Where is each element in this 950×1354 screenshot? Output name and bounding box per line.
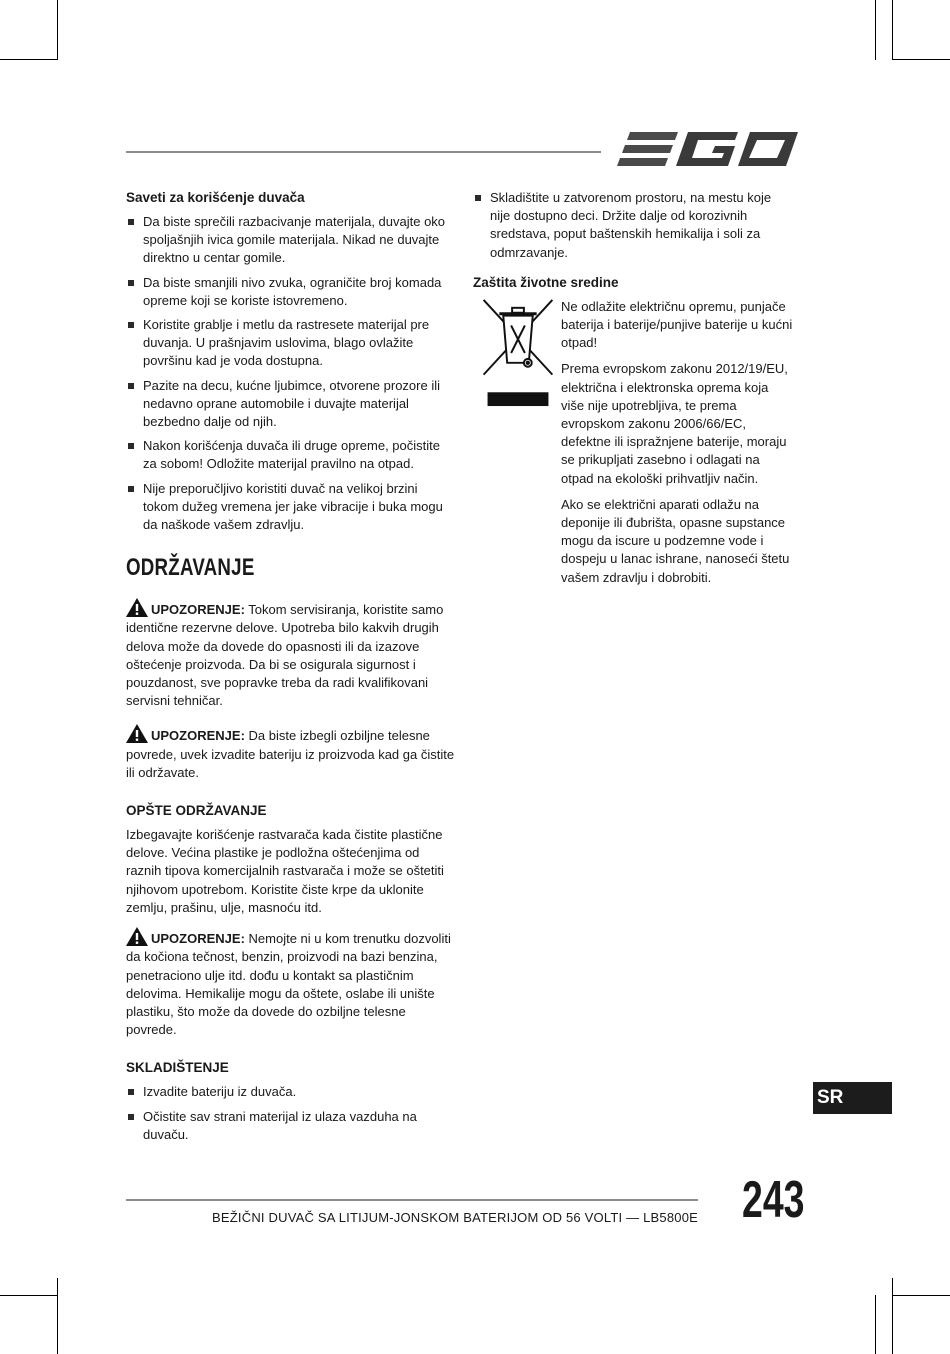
- warning-label: UPOZORENJE:: [151, 728, 245, 744]
- bullet-icon: [128, 219, 134, 225]
- storage-list: [126, 1083, 456, 1144]
- environment-block: [473, 298, 793, 587]
- bullet-icon: [475, 195, 481, 201]
- ego-logo: [616, 128, 800, 172]
- warning-label: UPOZORENJE:: [151, 602, 245, 618]
- page-number: 243: [742, 1171, 805, 1229]
- warning-paragraph: [126, 724, 456, 782]
- crop-mark: [875, 0, 876, 60]
- list-item: Očistite sav strani materijal iz ulaza vazduha na duvaču.: [126, 1108, 456, 1144]
- list-item: Nije preporučljivo koristiti duvač na velikoj brzini tokom dužeg vremena jer jake vibracije i buka mogu da naškode vašem zdravlju.: [126, 480, 456, 535]
- warning-text: Nemojte ni u kom trenutku dozvoliti da kočiona tečnost, benzin, proizvodi na bazi benzina, penetraciono ulje itd. dođu u kontakt sa plastičnim delovima. Hemikalije mogu da oštete, oslabe ili unište plastiku, što može da dovede do ozbiljne telesne povrede.: [126, 931, 451, 1038]
- list-item: Skladištite u zatvorenom prostoru, na mestu koje nije dostupno deci. Držite dalje od korozivnih sredstava, poput baštenskih hemikalija i soli za odmrzavanje.: [473, 189, 793, 262]
- maintenance-title: ODRŽAVANJE: [126, 554, 255, 582]
- usage-tips-list: [126, 213, 456, 534]
- environment-text: [561, 298, 793, 587]
- environment-paragraph: Ne odlažite električnu opremu, punjače baterija i baterije/punjive baterije u kućni otpad!: [561, 298, 793, 351]
- warning-icon: [126, 927, 148, 946]
- crop-mark: [57, 1278, 58, 1354]
- right-column: [473, 189, 793, 595]
- footer-rule: [126, 1199, 698, 1201]
- storage-heading: SKLADIŠTENJE: [126, 1060, 229, 1076]
- crop-mark: [892, 1278, 893, 1354]
- list-item: Izvadite bateriju iz duvača.: [126, 1083, 456, 1101]
- warning-icon: [126, 724, 148, 743]
- language-tab: SR: [813, 1082, 892, 1114]
- list-item: Pazite na decu, kućne ljubimce, otvorene prozore ili nedavno oprane automobile i duvajte materijal bezbedno dalje od njih.: [126, 377, 456, 432]
- usage-tips-heading: Saveti za korišćenje duvača: [126, 190, 305, 205]
- bullet-icon: [128, 1089, 134, 1095]
- environment-paragraph: Ako se električni aparati odlažu na deponije ili đubrišta, opasne supstance mogu da iscure u podzemne vode i dospeju u lanac ishrane, nanoseći štetu vašem zdravlju i dobrobiti.: [561, 496, 790, 585]
- list-item: Da biste smanjili nivo zvuka, ograničite broj komada opreme koji se koriste istovremeno.: [126, 274, 456, 310]
- bullet-icon: [128, 1114, 134, 1120]
- crop-mark: [892, 1295, 950, 1296]
- crop-mark: [57, 0, 58, 60]
- warning-paragraph: [126, 927, 456, 1039]
- list-item: Da biste sprečili razbacivanje materijala, duvajte oko spoljašnjih ivica gomile materijala. Nikad ne duvajte direktno u centar gomile.: [126, 213, 456, 268]
- warning-label: UPOZORENJE:: [151, 931, 245, 947]
- crop-mark: [875, 1295, 876, 1354]
- list-item: Nakon korišćenja duvača ili druge opreme, počistite za sobom! Odložite materijal pravilno na otpad.: [126, 437, 456, 473]
- environment-paragraph: Prema evropskom zakonu 2012/19/EU, električna i elektronska oprema koja više nije upotrebljiva, te prema evropskom zakonu 2006/66/EC, defektne ili ispražnjene baterije, moraju se prikupljati zasebno i odlagati na otpad na ekološki prihvatljiv način.: [561, 361, 788, 486]
- left-column: [126, 189, 456, 1150]
- crop-mark: [892, 59, 950, 60]
- footer-title: BEŽIČNI DUVAČ SA LITIJUM-JONSKOM BATERIJOM OD 56 VOLTI — LB5800E: [212, 1210, 698, 1225]
- warning-text: Da biste izbegli ozbiljne telesne povrede, uvek izvadite bateriju iz proizvoda kad ga čistite ili održavate.: [126, 728, 455, 780]
- general-maintenance-heading: OPŠTE ODRŽAVANJE: [126, 803, 267, 819]
- warning-paragraph: [126, 598, 456, 710]
- warning-text: Tokom servisiranja, koristite samo identične rezervne delove. Upotreba bilo kakvih drugih delova može da dovede do opasnosti ili da izazove oštećenje proizvoda. Da bi se osigurala sigurnost i pouzdanost, sve popravke treba da radi kvalifikovani servisni tehničar.: [126, 602, 444, 709]
- bullet-icon: [128, 280, 134, 286]
- bullet-icon: [128, 322, 134, 328]
- crop-mark: [0, 1295, 57, 1296]
- bullet-icon: [128, 443, 134, 449]
- bullet-icon: [128, 383, 134, 389]
- crop-mark: [0, 59, 57, 60]
- list-item: Koristite grablje i metlu da rastresete materijal pre duvanja. U prašnjavim uslovima, blago ovlažite površinu kad je voda dostupna.: [126, 316, 456, 371]
- bullet-icon: [128, 486, 134, 492]
- warning-icon: [126, 598, 148, 617]
- header-rule: [126, 151, 601, 153]
- crossed-out-wheelie-bin-icon: [481, 298, 555, 408]
- environment-heading: Zaštita životne sredine: [473, 274, 619, 290]
- storage-continued-list: [473, 189, 793, 262]
- crop-mark: [892, 0, 893, 60]
- general-maintenance-body: Izbegavajte korišćenje rastvarača kada čistite plastične delove. Većina plastike je podložna oštećenjima od raznih tipova komercijalnih rastvarača i može se oštetiti njihovom upotrebom. Koristite čiste krpe da uklonite zemlju, prašinu, ulje, masnoću itd.: [126, 827, 444, 915]
